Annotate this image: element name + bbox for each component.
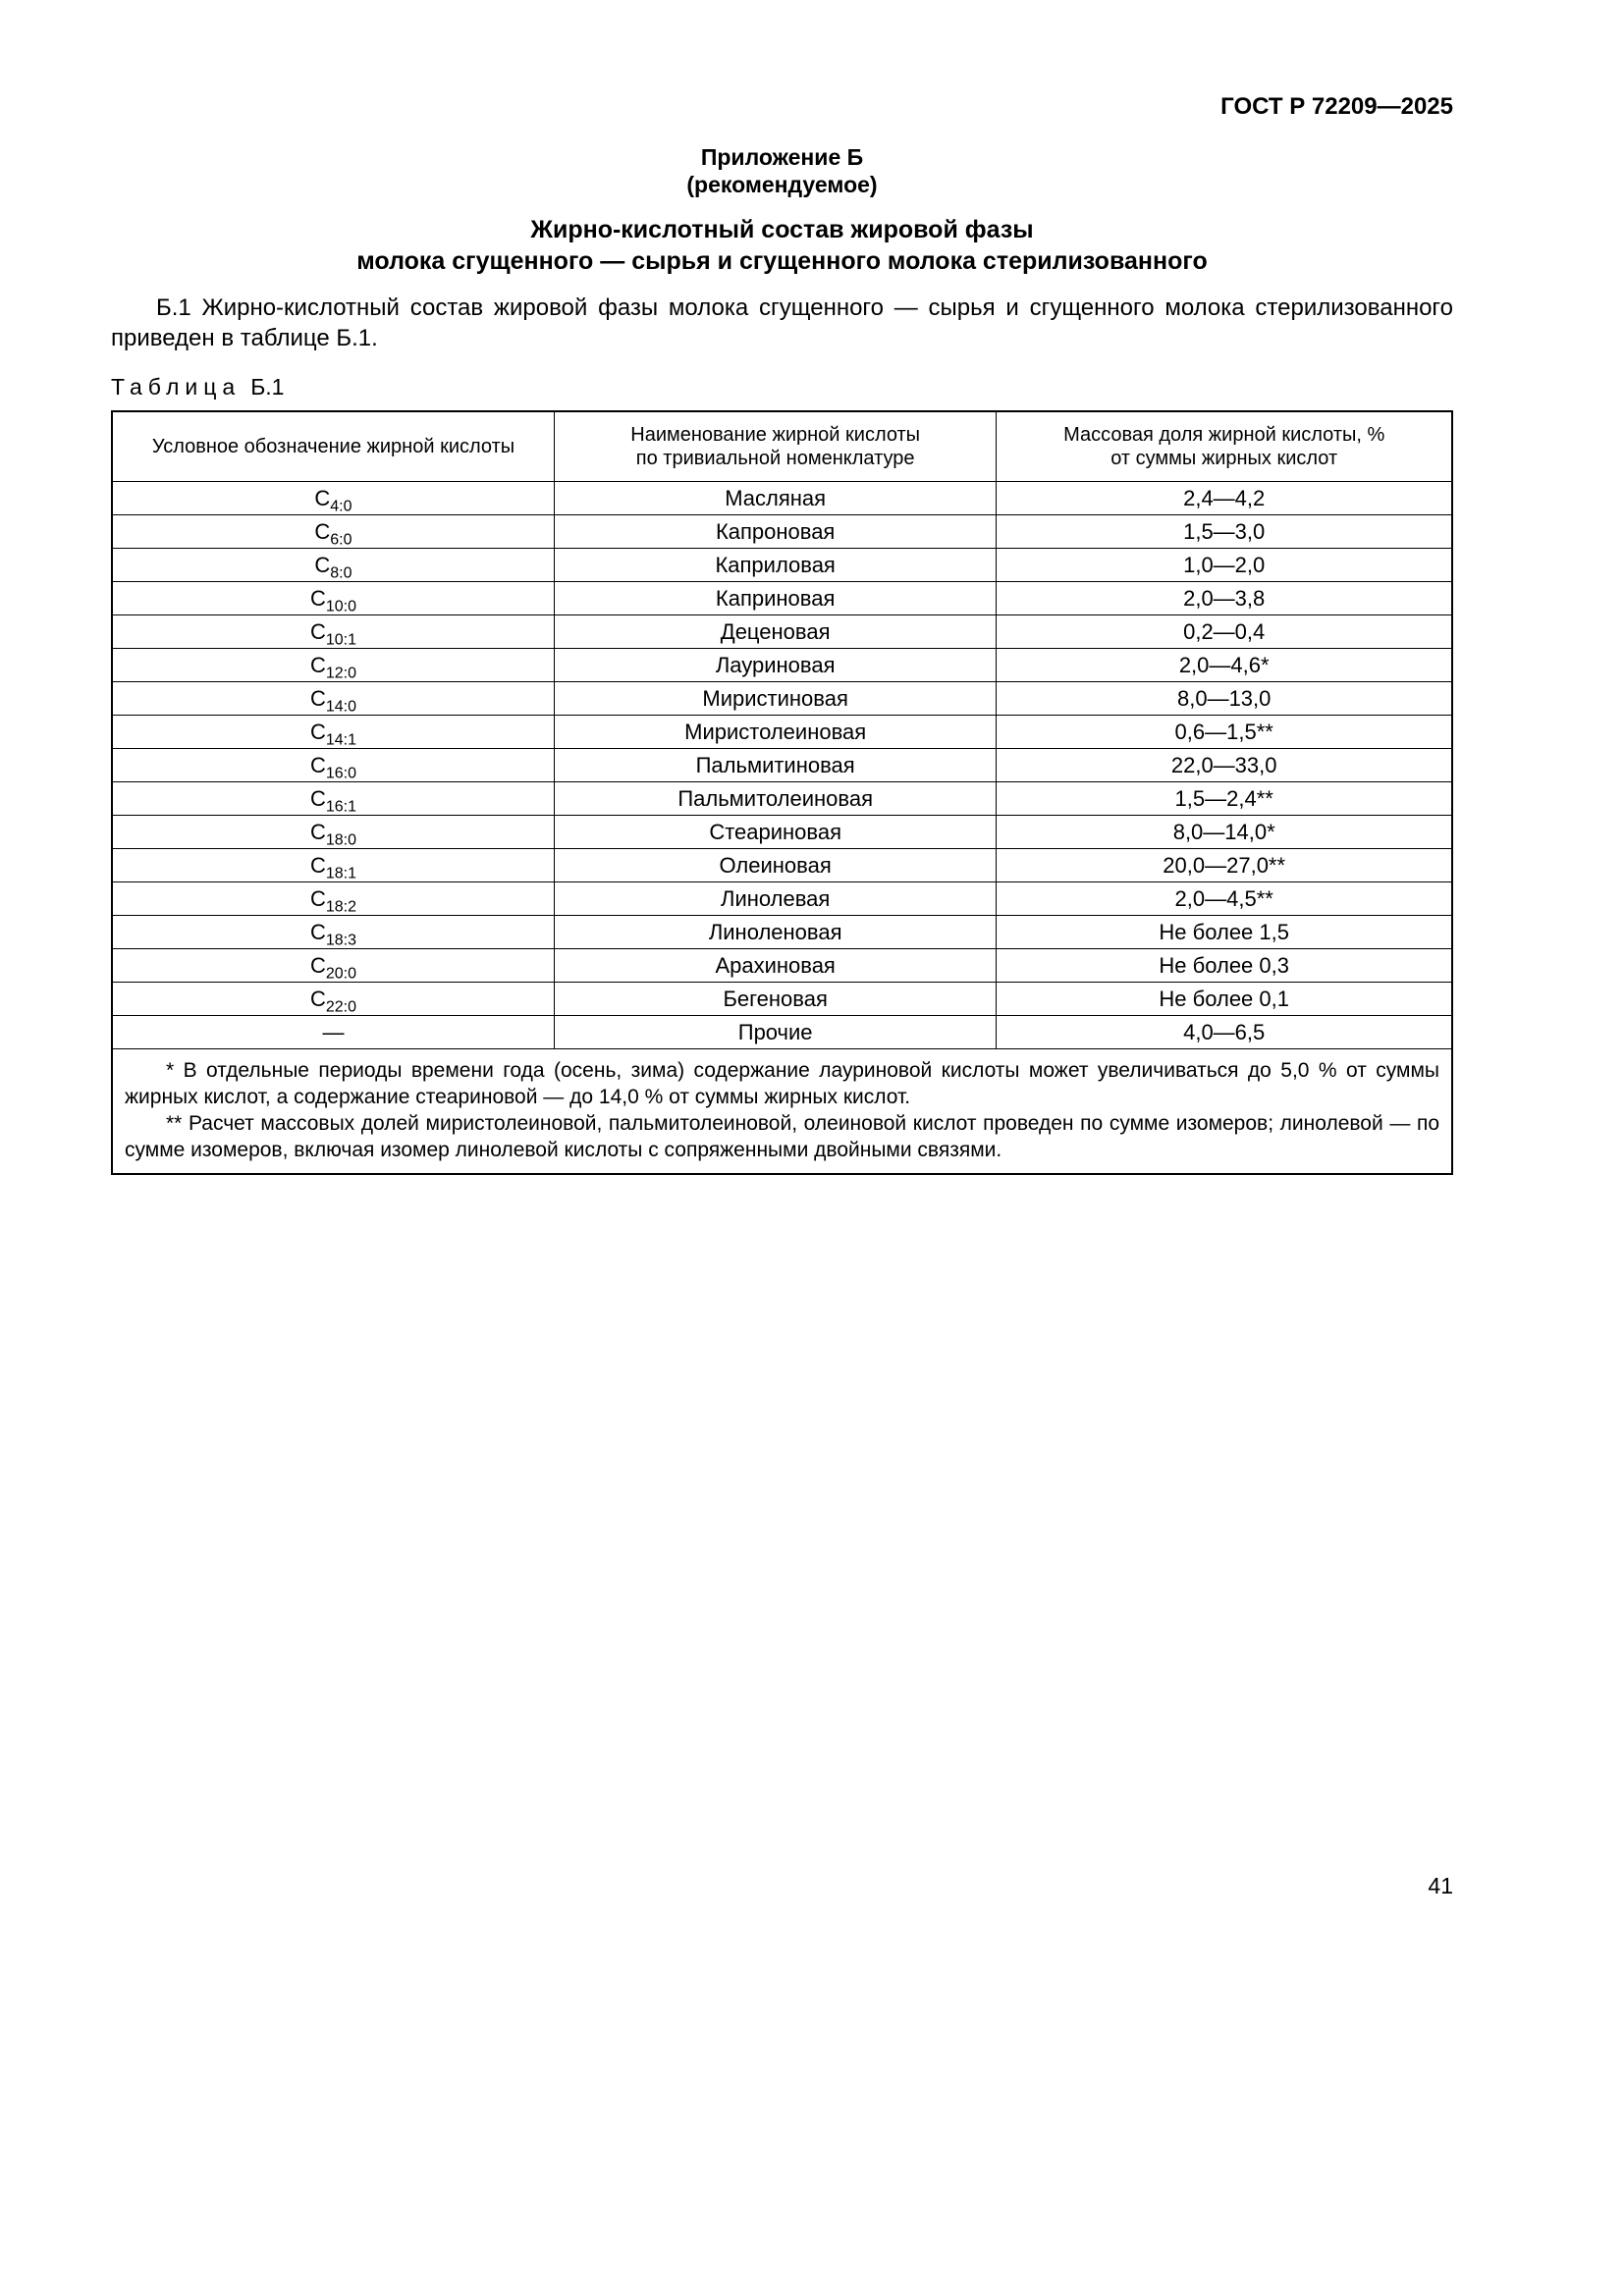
acid-symbol: —: [112, 1016, 554, 1049]
acid-value: 0,2—0,4: [997, 615, 1452, 649]
acid-symbol-subscript: 16:1: [325, 798, 356, 816]
acid-value: 2,4—4,2: [997, 482, 1452, 515]
acid-name: Масляная: [554, 482, 996, 515]
table-row: [112, 1016, 1452, 1049]
acid-symbol-subscript: 8:0: [330, 564, 352, 582]
page-title: [111, 214, 1453, 277]
acid-symbol-subscript: 18:0: [325, 831, 356, 849]
acid-name: Деценовая: [554, 615, 996, 649]
acid-name: Стеариновая: [554, 816, 996, 849]
acid-name: Арахиновая: [554, 949, 996, 983]
acid-symbol: $C_{10:1}$: [112, 615, 554, 649]
acid-symbol-subscript: 12:0: [325, 665, 356, 682]
acid-symbol: $C_{12:0}$: [112, 649, 554, 682]
table-caption: [111, 373, 1453, 400]
acid-symbol: $C_{4:0}$: [112, 482, 554, 515]
footnote-single-asterisk: * В отдельные периоды времени года (осень, зима) содержание лауриновой кислоты может увеличиваться до 5,0 % от суммы жирных кислот, а содержание стеариновой — до 14,0 % от суммы жирных кислот.: [125, 1059, 1439, 1108]
acid-value: Не более 0,3: [997, 949, 1452, 983]
acid-symbol: $C_{16:1}$: [112, 782, 554, 816]
table-row: [112, 649, 1452, 682]
acid-symbol-subscript: 4:0: [330, 498, 352, 515]
column-header-symbol: [112, 411, 554, 482]
acid-name: Олеиновая: [554, 849, 996, 882]
acid-symbol: $C_{22:0}$: [112, 983, 554, 1016]
acid-symbol: $C_{10:0}$: [112, 582, 554, 615]
table-row: [112, 482, 1452, 515]
acid-name: Миристиновая: [554, 682, 996, 716]
acid-value: 1,0—2,0: [997, 549, 1452, 582]
table-row: [112, 882, 1452, 916]
table-caption-label: Таблица: [111, 374, 242, 400]
acid-value: 2,0—4,5**: [997, 882, 1452, 916]
table-row: [112, 816, 1452, 849]
column-header-value-line1: Массовая доля жирной кислоты, %: [1063, 424, 1385, 446]
table-row: [112, 716, 1452, 749]
acid-value: 8,0—13,0: [997, 682, 1452, 716]
acid-symbol-subscript: 14:1: [325, 731, 356, 749]
table-row: [112, 983, 1452, 1016]
acid-value: 2,0—4,6*: [997, 649, 1452, 682]
acid-value: Не более 0,1: [997, 983, 1452, 1016]
appendix-kind: (рекомендуемое): [686, 172, 878, 197]
acid-value: 1,5—2,4**: [997, 782, 1452, 816]
acid-symbol: $C_{18:2}$: [112, 882, 554, 916]
table-footnote-row: [112, 1049, 1452, 1175]
acid-symbol-subscript: 22:0: [325, 998, 356, 1016]
acid-value: 2,0—3,8: [997, 582, 1452, 615]
acid-symbol: $C_{6:0}$: [112, 515, 554, 549]
acid-name: Каприловая: [554, 549, 996, 582]
acid-symbol-subscript: 20:0: [325, 965, 356, 983]
acid-symbol-subscript: 10:0: [325, 598, 356, 615]
acid-symbol: $C_{16:0}$: [112, 749, 554, 782]
acid-value: 8,0—14,0*: [997, 816, 1452, 849]
acid-name: Миристолеиновая: [554, 716, 996, 749]
doc-number: ГОСТ Р 72209—2025: [1220, 93, 1453, 120]
table-body: [112, 482, 1452, 1049]
fatty-acid-table: [111, 410, 1453, 1175]
acid-symbol: $C_{8:0}$: [112, 549, 554, 582]
table-footnotes: [112, 1049, 1452, 1175]
acid-name: Линолевая: [554, 882, 996, 916]
acid-symbol: $C_{14:0}$: [112, 682, 554, 716]
acid-symbol: $C_{14:1}$: [112, 716, 554, 749]
appendix-block: [111, 143, 1453, 198]
acid-value: 20,0—27,0**: [997, 849, 1452, 882]
table-header-row: [112, 411, 1452, 482]
acid-symbol-subscript: 16:0: [325, 765, 356, 782]
acid-name: Лауриновая: [554, 649, 996, 682]
acid-value: 4,0—6,5: [997, 1016, 1452, 1049]
appendix-label: Приложение Б: [700, 144, 864, 170]
table-row: [112, 682, 1452, 716]
page-number: 41: [1428, 1873, 1453, 1898]
acid-symbol-subscript: 6:0: [330, 531, 352, 549]
column-header-symbol-line1: Условное обозначение жирной кислоты: [151, 436, 515, 457]
acid-symbol-subscript: 10:1: [325, 631, 356, 649]
acid-symbol-subscript: 18:3: [325, 932, 356, 949]
acid-name: Каприновая: [554, 582, 996, 615]
column-header-name-line1: Наименование жирной кислоты: [630, 424, 921, 446]
column-header-name: [554, 411, 996, 482]
acid-value: 1,5—3,0: [997, 515, 1452, 549]
table-row: [112, 549, 1452, 582]
table-row: [112, 849, 1452, 882]
column-header-name-line2: по тривиальной номенклатуре: [635, 448, 915, 469]
table-row: [112, 615, 1452, 649]
intro-paragraph: Б.1 Жирно-кислотный состав жировой фазы молока сгущенного — сырья и сгущенного молока стерилизованного приведен в таблице Б.1.: [111, 294, 1453, 351]
acid-value: 0,6—1,5**: [997, 716, 1452, 749]
acid-name: Бегеновая: [554, 983, 996, 1016]
acid-symbol-subscript: 18:1: [325, 865, 356, 882]
acid-symbol: $C_{18:1}$: [112, 849, 554, 882]
table-row: [112, 782, 1452, 816]
column-header-value-line2: от суммы жирных кислот: [1110, 448, 1338, 469]
acid-symbol: $C_{20:0}$: [112, 949, 554, 983]
acid-symbol-subscript: 18:2: [325, 898, 356, 916]
acid-value: Не более 1,5: [997, 916, 1452, 949]
table-row: [112, 916, 1452, 949]
acid-value: 22,0—33,0: [997, 749, 1452, 782]
table-row: [112, 949, 1452, 983]
page-title-line1: Жирно-кислотный состав жировой фазы: [530, 216, 1034, 243]
footnote-double-asterisk: ** Расчет массовых долей миристолеиновой, пальмитолеиновой, олеиновой кислот проведен по сумме изомеров; линолевой — по сумме изомеров, включая изомер линолевой кислоты с сопряженными двойными связями.: [125, 1112, 1439, 1161]
acid-name: Пальмитолеиновая: [554, 782, 996, 816]
table-row: [112, 749, 1452, 782]
acid-name: Прочие: [554, 1016, 996, 1049]
acid-name: Пальмитиновая: [554, 749, 996, 782]
table-row: [112, 515, 1452, 549]
column-header-value: [997, 411, 1452, 482]
acid-name: Капроновая: [554, 515, 996, 549]
acid-name: Линоленовая: [554, 916, 996, 949]
acid-symbol: $C_{18:0}$: [112, 816, 554, 849]
acid-symbol-subscript: 14:0: [325, 698, 356, 716]
acid-symbol: $C_{18:3}$: [112, 916, 554, 949]
page-title-line2: молока сгущенного — сырья и сгущенного молока стерилизованного: [356, 247, 1208, 275]
table-row: [112, 582, 1452, 615]
table-caption-number: Б.1: [250, 374, 285, 400]
